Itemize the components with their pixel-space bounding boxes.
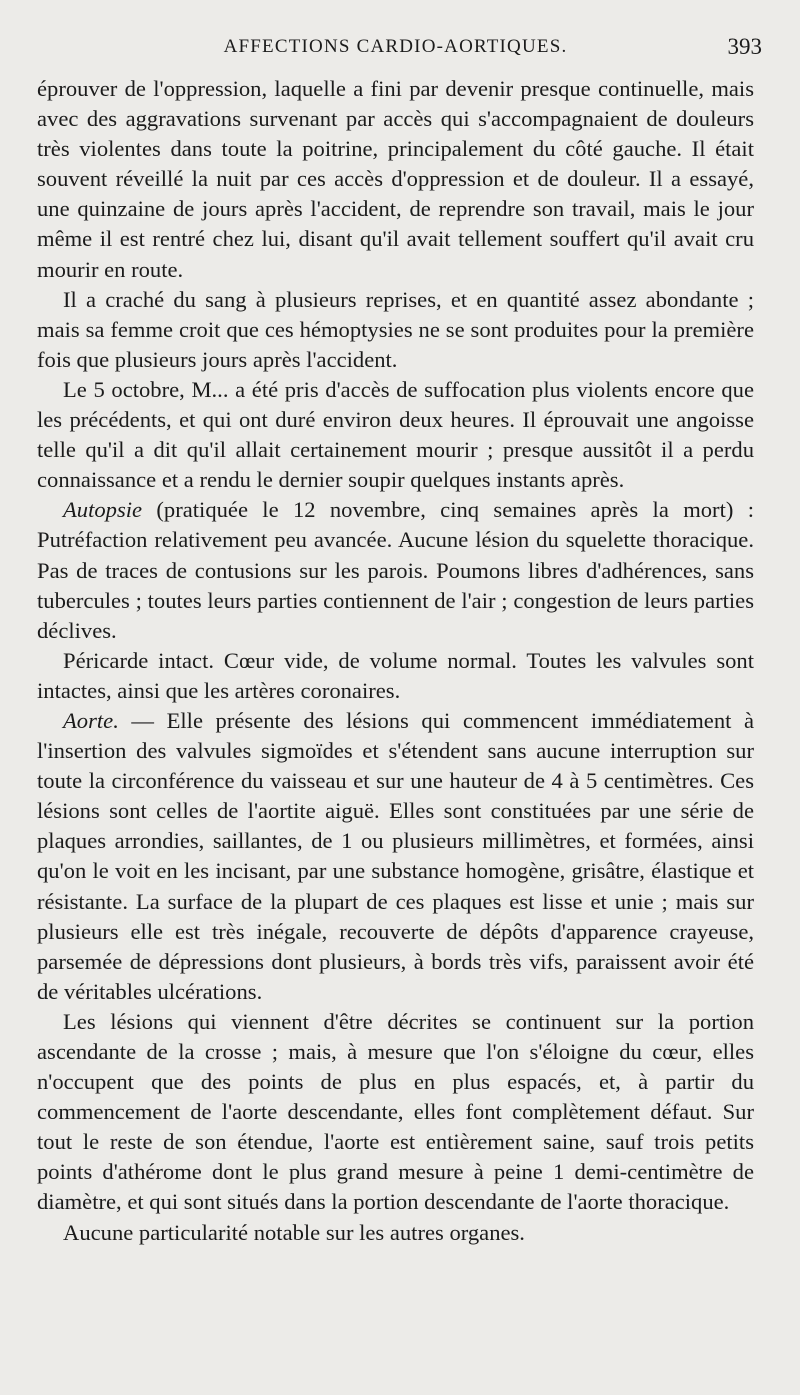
page-header <box>37 28 762 72</box>
paragraph: Le 5 octobre, M... a été pris d'accès de suffocation plus violents encore que les précédents, et qui ont duré environ deux heures. Il éprouvait une angoisse telle qu'il a dit qu'il allait certainement mourir ; presque aussitôt il a perdu connaissance et a rendu le dernier soupir quelques instants après. <box>37 376 754 493</box>
page-number: 393 <box>727 34 762 59</box>
paragraph: Il a craché du sang à plusieurs reprises, et en quantité assez abondante ; mais sa femme croit que ces hémoptysies ne se sont produites pour la première fois que plusieurs jours après l'accident. <box>37 286 754 372</box>
paragraph-lead: Autopsie <box>63 497 143 523</box>
paragraph: éprouver de l'oppression, laquelle a fini par devenir presque continuelle, mais avec des aggravations survenant par accès qui s'accompagnaient de douleurs très violentes dans toute la poitrine, principalement du côté gauche. Il était souvent réveillé la nuit par ces accès d'oppression et de douleur. Il a essayé, une quinzaine de jours après l'accident, de reprendre son travail, mais le jour même il est rentré chez lui, disant qu'il avait tellement souffert qu'il avait cru mourir en route. <box>37 76 754 282</box>
paragraph: Péricarde intact. Cœur vide, de volume normal. Toutes les valvules sont intactes, ainsi que les artères coronaires. <box>37 647 754 703</box>
paragraph-lead: Aorte. <box>63 707 119 733</box>
paragraph: Aorte. — Elle présente des lésions qui commencent immédiatement à l'insertion des valvules sigmoïdes et s'étendent sans aucune interruption sur toute la circonférence du vaisseau et sur une hauteur de 4 à 5 centimètres. Ces lésions sont celles de l'aortite aiguë. Elles sont constituées par une série de plaques arrondies, saillantes, de 1 ou plusieurs millimètres, et formées, ainsi qu'on le voit en les incisant, par une substance homogène, grisâtre, élastique et résistante. La surface de la plupart de ces plaques est lisse et unie ; mais sur plusieurs elle est très inégale, recouverte de dépôts d'apparence crayeuse, parsemée de dépressions dont plusieurs, à bords très vifs, paraissent avoir été de véritables ulcérations. <box>37 707 754 1004</box>
paragraph: Autopsie (pratiquée le 12 novembre, cinq semaines après la mort) : Putréfaction relativement peu avancée. Aucune lésion du squelette thoracique. Pas de traces de contusions sur les parois. Poumons libres d'adhérences, sans tubercules ; toutes leurs parties contiennent de l'air ; congestion de leurs parties déclives. <box>37 497 754 643</box>
paragraph: Les lésions qui viennent d'être décrites se continuent sur la portion ascendante de la crosse ; mais, à mesure que l'on s'éloigne du cœur, elles n'occupent que des points de plus en plus espacés, et, à partir du commencement de l'aorte descendante, elles font complètement défaut. Sur tout le reste de son étendue, l'aorte est entièrement saine, sauf trois petits points d'athérome dont le plus grand mesure à peine 1 demi-centimètre de diamètre, et qui sont situés dans la portion descendante de l'aorte thoracique. <box>37 1008 754 1215</box>
paragraph: Aucune particularité notable sur les autres organes. <box>63 1219 525 1245</box>
running-head: AFFECTIONS CARDIO-AORTIQUES. <box>223 36 568 57</box>
body-text <box>37 74 754 1248</box>
